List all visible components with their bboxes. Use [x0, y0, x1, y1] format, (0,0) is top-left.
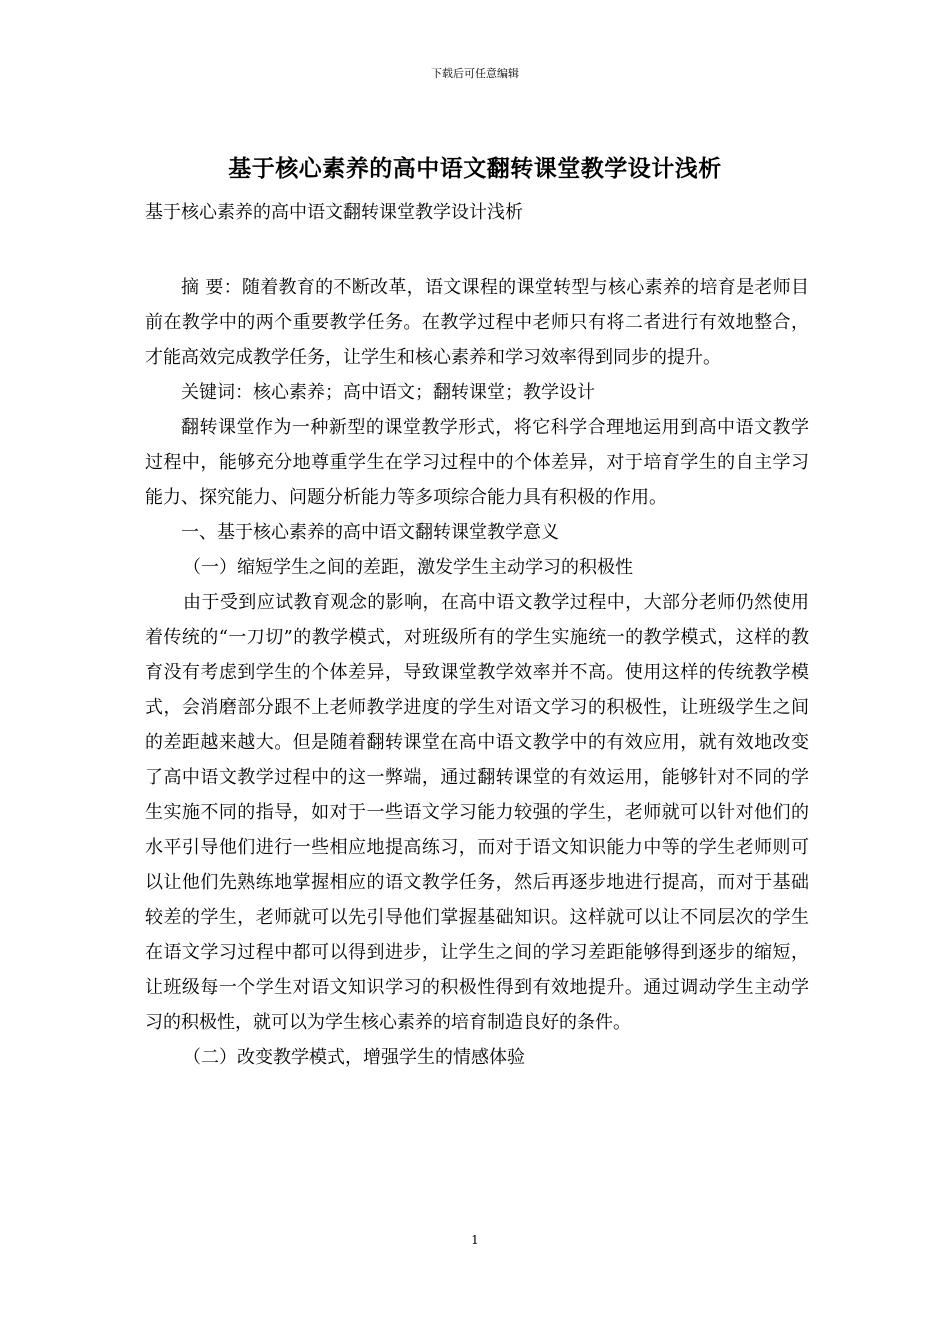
page-number: 1	[471, 1233, 479, 1247]
keywords-paragraph: 关键词：核心素养；高中语文；翻转课堂；教学设计	[181, 382, 595, 403]
document-subtitle: 基于核心素养的高中语文翻转课堂教学设计浅析	[145, 202, 523, 223]
intro-paragraph: 翻转课堂作为一种新型的课堂教学形式，将它科学合理地运用到高中语文教学过程中，能够充分地尊重学生在学习过程中的个体差异，对于培育学生的自主学习能力、探究能力、问题分析能力等多项综合能力具有积极的作用。	[145, 417, 809, 508]
subsection-heading-2: （二）改变教学模式，增强学生的情感体验	[183, 1047, 525, 1068]
document-title: 基于核心素养的高中语文翻转课堂教学设计浅析	[228, 155, 722, 182]
body-paragraph: 由于受到应试教育观念的影响，在高中语文教学过程中，大部分老师仍然使用着传统的“一刀切”的教学模式，对班级所有的学生实施统一的教学模式，这样的教育没有考虑到学生的个体差异，导致课堂教学效率并不高。使用这样的传统教学模式，会消磨部分跟不上老师教学进度的学生对语文学习的积极性，让班级学生之间的差距越来越大。但是随着翻转课堂在高中语文教学中的有效应用，就有效地改变了高中语文教学过程中的这一弊端，通过翻转课堂的有效运用，能够针对不同的学生实施不同的指导，如对于一些语文学习能力较强的学生，老师就可以针对他们的水平引导他们进行一些相应地提高练习，而对于语文知识能力中等的学生老师则可以让他们先熟练地掌握相应的语文教学任务，然后再逐步地进行提高，而对于基础较差的学生，老师就可以先引导他们掌握基础知识。这样就可以让不同层次的学生在语文学习过程中都可以得到进步，让学生之间的学习差距能够得到逐步的缩短，让班级每一个学生对语文知识学习的积极性得到有效地提升。通过调动学生主动学习的积极性，就可以为学生核心素养的培育制造良好的条件。	[145, 592, 809, 1033]
section-heading-1: 一、基于核心素养的高中语文翻转课堂教学意义	[181, 522, 559, 543]
abstract-paragraph: 摘 要：随着教育的不断改革，语文课程的课堂转型与核心素养的培育是老师目前在教学中的两个重要教学任务。在教学过程中老师只有将二者进行有效地整合，才能高效完成教学任务，让学生和核心素养和学习效率得到同步的提升。	[145, 277, 809, 368]
page-header: 下载后可任意编辑	[431, 67, 519, 80]
subsection-heading-1: （一）缩短学生之间的差距，激发学生主动学习的积极性	[183, 557, 633, 578]
document-body	[145, 270, 809, 1075]
